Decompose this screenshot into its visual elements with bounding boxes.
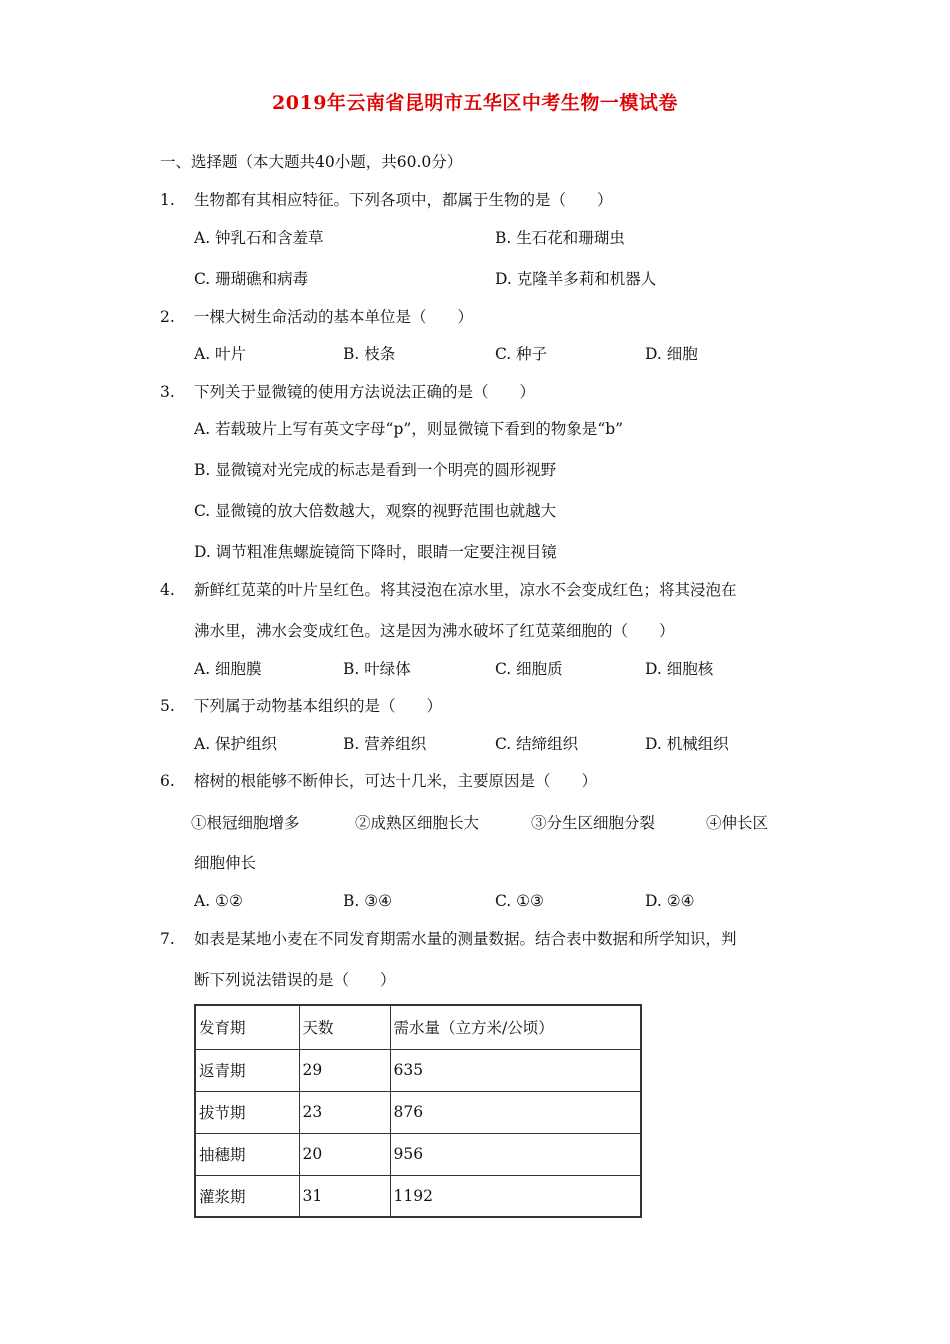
option-c[interactable]: C. 显微镜的放大倍数越大，观察的视野范围也就越大 bbox=[194, 502, 557, 520]
table-cell bbox=[390, 1133, 641, 1175]
option-b[interactable]: B. 枝条 bbox=[343, 345, 396, 363]
cell-text: 拔节期 bbox=[199, 1104, 246, 1122]
question-number: 7. bbox=[160, 930, 175, 948]
table-cell bbox=[390, 1175, 641, 1217]
table-cell bbox=[195, 1049, 299, 1091]
option-c[interactable]: C. 细胞质 bbox=[495, 660, 563, 678]
statement-1: ①根冠细胞增多 bbox=[191, 814, 300, 832]
table-cell bbox=[195, 1175, 299, 1217]
table-row bbox=[195, 1091, 641, 1133]
header-days: 天数 bbox=[302, 1019, 334, 1038]
table-cell bbox=[195, 1133, 299, 1175]
table-row bbox=[195, 1133, 641, 1175]
statement-4-cont: 细胞伸长 bbox=[194, 854, 257, 872]
section-heading: 一、选择题（本大题共40小题，共60.0分） bbox=[160, 153, 463, 171]
table-cell bbox=[390, 1091, 641, 1133]
table-header-cell bbox=[195, 1005, 299, 1049]
question-text: 下列属于动物基本组织的是（ ） bbox=[194, 697, 443, 715]
table-row bbox=[195, 1049, 641, 1091]
header-water: 需水量（立方米/公顷） bbox=[393, 1019, 554, 1038]
table-header-cell bbox=[390, 1005, 641, 1049]
cell-text: 23 bbox=[302, 1103, 323, 1121]
option-b[interactable]: B. ③④ bbox=[343, 892, 393, 910]
option-c[interactable]: C. 种子 bbox=[495, 345, 548, 363]
water-demand-table bbox=[194, 1004, 642, 1218]
question-number: 2. bbox=[160, 308, 175, 326]
table-cell bbox=[390, 1049, 641, 1091]
exam-title: 2019年云南省昆明市五华区中考生物一模试卷 bbox=[272, 92, 678, 114]
option-a[interactable]: A. 叶片 bbox=[194, 345, 247, 363]
option-d[interactable]: D. 机械组织 bbox=[645, 735, 729, 753]
question-text-cont: 断下列说法错误的是（ ） bbox=[194, 971, 396, 989]
option-a[interactable]: A. 钟乳石和含羞草 bbox=[194, 229, 324, 247]
option-b[interactable]: B. 叶绿体 bbox=[343, 660, 411, 678]
option-b[interactable]: B. 生石花和珊瑚虫 bbox=[495, 229, 625, 247]
option-a[interactable]: A. 细胞膜 bbox=[194, 660, 262, 678]
option-b[interactable]: B. 显微镜对光完成的标志是看到一个明亮的圆形视野 bbox=[194, 461, 557, 479]
table-header-cell bbox=[299, 1005, 390, 1049]
question-text: 新鲜红苋菜的叶片呈红色。将其浸泡在凉水里，凉水不会变成红色；将其浸泡在 bbox=[194, 581, 737, 599]
cell-text: 956 bbox=[393, 1145, 424, 1163]
question-text: 一棵大树生命活动的基本单位是（ ） bbox=[194, 308, 474, 326]
question-text: 榕树的根能够不断伸长，可达十几米，主要原因是（ ） bbox=[194, 772, 598, 790]
statement-3: ③分生区细胞分裂 bbox=[531, 814, 656, 832]
option-a[interactable]: A. 保护组织 bbox=[194, 735, 278, 753]
option-d[interactable]: D. 细胞核 bbox=[645, 660, 714, 678]
option-c[interactable]: C. ①③ bbox=[495, 892, 544, 910]
option-c[interactable]: C. 珊瑚礁和病毒 bbox=[194, 270, 309, 288]
statement-4: ④伸长区 bbox=[706, 814, 769, 832]
option-d[interactable]: D. 克隆羊多莉和机器人 bbox=[495, 270, 657, 288]
cell-text: 抽穗期 bbox=[199, 1146, 246, 1164]
cell-text: 返青期 bbox=[199, 1062, 246, 1080]
cell-text: 20 bbox=[302, 1145, 323, 1163]
cell-text: 1192 bbox=[393, 1186, 433, 1205]
question-number: 6. bbox=[160, 772, 175, 790]
question-number: 3. bbox=[160, 383, 175, 401]
cell-text: 31 bbox=[302, 1186, 323, 1205]
question-number: 5. bbox=[160, 697, 175, 715]
statement-2: ②成熟区细胞长大 bbox=[355, 814, 480, 832]
option-b[interactable]: B. 营养组织 bbox=[343, 735, 427, 753]
table-cell bbox=[299, 1091, 390, 1133]
option-d[interactable]: D. 细胞 bbox=[645, 345, 698, 363]
cell-text: 876 bbox=[393, 1103, 424, 1121]
table-cell bbox=[299, 1133, 390, 1175]
question-text: 下列关于显微镜的使用方法说法正确的是（ ） bbox=[194, 383, 536, 401]
option-a[interactable]: A. ①② bbox=[194, 892, 243, 910]
option-d[interactable]: D. 调节粗准焦螺旋镜筒下降时，眼睛一定要注视目镜 bbox=[194, 543, 557, 561]
question-text-cont: 沸水里，沸水会变成红色。这是因为沸水破坏了红苋菜细胞的（ ） bbox=[194, 622, 675, 640]
cell-text: 29 bbox=[302, 1061, 323, 1079]
header-stage: 发育期 bbox=[199, 1019, 246, 1038]
table-cell bbox=[299, 1175, 390, 1217]
table-header-row bbox=[195, 1005, 641, 1049]
table-cell bbox=[299, 1049, 390, 1091]
option-c[interactable]: C. 结缔组织 bbox=[495, 735, 579, 753]
option-a[interactable]: A. 若载玻片上写有英文字母“p”，则显微镜下看到的物象是“b” bbox=[194, 420, 624, 438]
cell-text: 635 bbox=[393, 1061, 424, 1079]
question-text: 如表是某地小麦在不同发育期需水量的测量数据。结合表中数据和所学知识，判 bbox=[194, 930, 737, 948]
option-d[interactable]: D. ②④ bbox=[645, 892, 695, 910]
question-number: 1. bbox=[160, 191, 175, 209]
table-row bbox=[195, 1175, 641, 1217]
question-number: 4. bbox=[160, 581, 175, 599]
cell-text: 灌浆期 bbox=[199, 1187, 246, 1206]
question-text: 生物都有其相应特征。下列各项中，都属于生物的是（ ） bbox=[194, 191, 613, 209]
table-cell bbox=[195, 1091, 299, 1133]
